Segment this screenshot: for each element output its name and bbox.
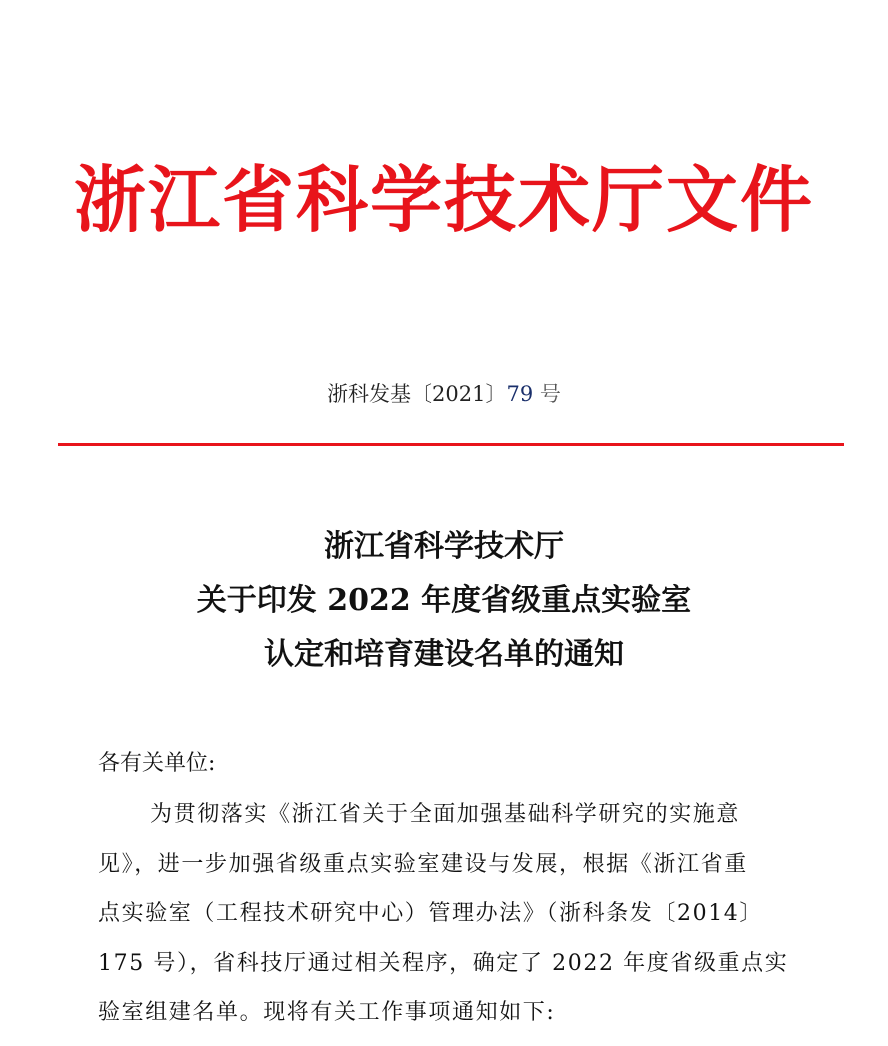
document-number-value: 79 xyxy=(506,382,534,406)
document-number-prefix: 浙科发基〔2021〕 xyxy=(327,382,507,406)
body-line-2: 见》，进一步加强省级重点实验室建设与发展，根据《浙江省重 xyxy=(98,851,748,877)
body-paragraph xyxy=(98,790,828,1038)
notice-title-line-3: 认定和培育建设名单的通知 xyxy=(264,637,624,672)
salutation: 各有关单位: xyxy=(98,751,216,776)
notice-title xyxy=(0,520,888,682)
body-line-5: 验室组建名单。现将有关工作事项通知如下: xyxy=(98,1000,556,1025)
notice-title-line-1: 浙江省科学技术厅 xyxy=(324,529,564,564)
masthead-title: 浙江省科学技术厅文件 xyxy=(73,157,814,242)
body-line-3: 点实验室（工程技术研究中心）管理办法》（浙科条发〔2014〕 xyxy=(98,901,763,926)
body-line-4: 175 号），省科技厅通过相关程序，确定了 2022 年度省级重点实 xyxy=(98,950,789,976)
document-number-suffix: 号 xyxy=(533,382,561,406)
notice-title-line-2: 关于印发 2022 年度省级重点实验室 xyxy=(196,583,692,618)
red-divider-line xyxy=(58,443,844,446)
body-line-1: 为贯彻落实《浙江省关于全面加强基础科学研究的实施意 xyxy=(150,802,741,827)
document-number xyxy=(0,378,888,410)
